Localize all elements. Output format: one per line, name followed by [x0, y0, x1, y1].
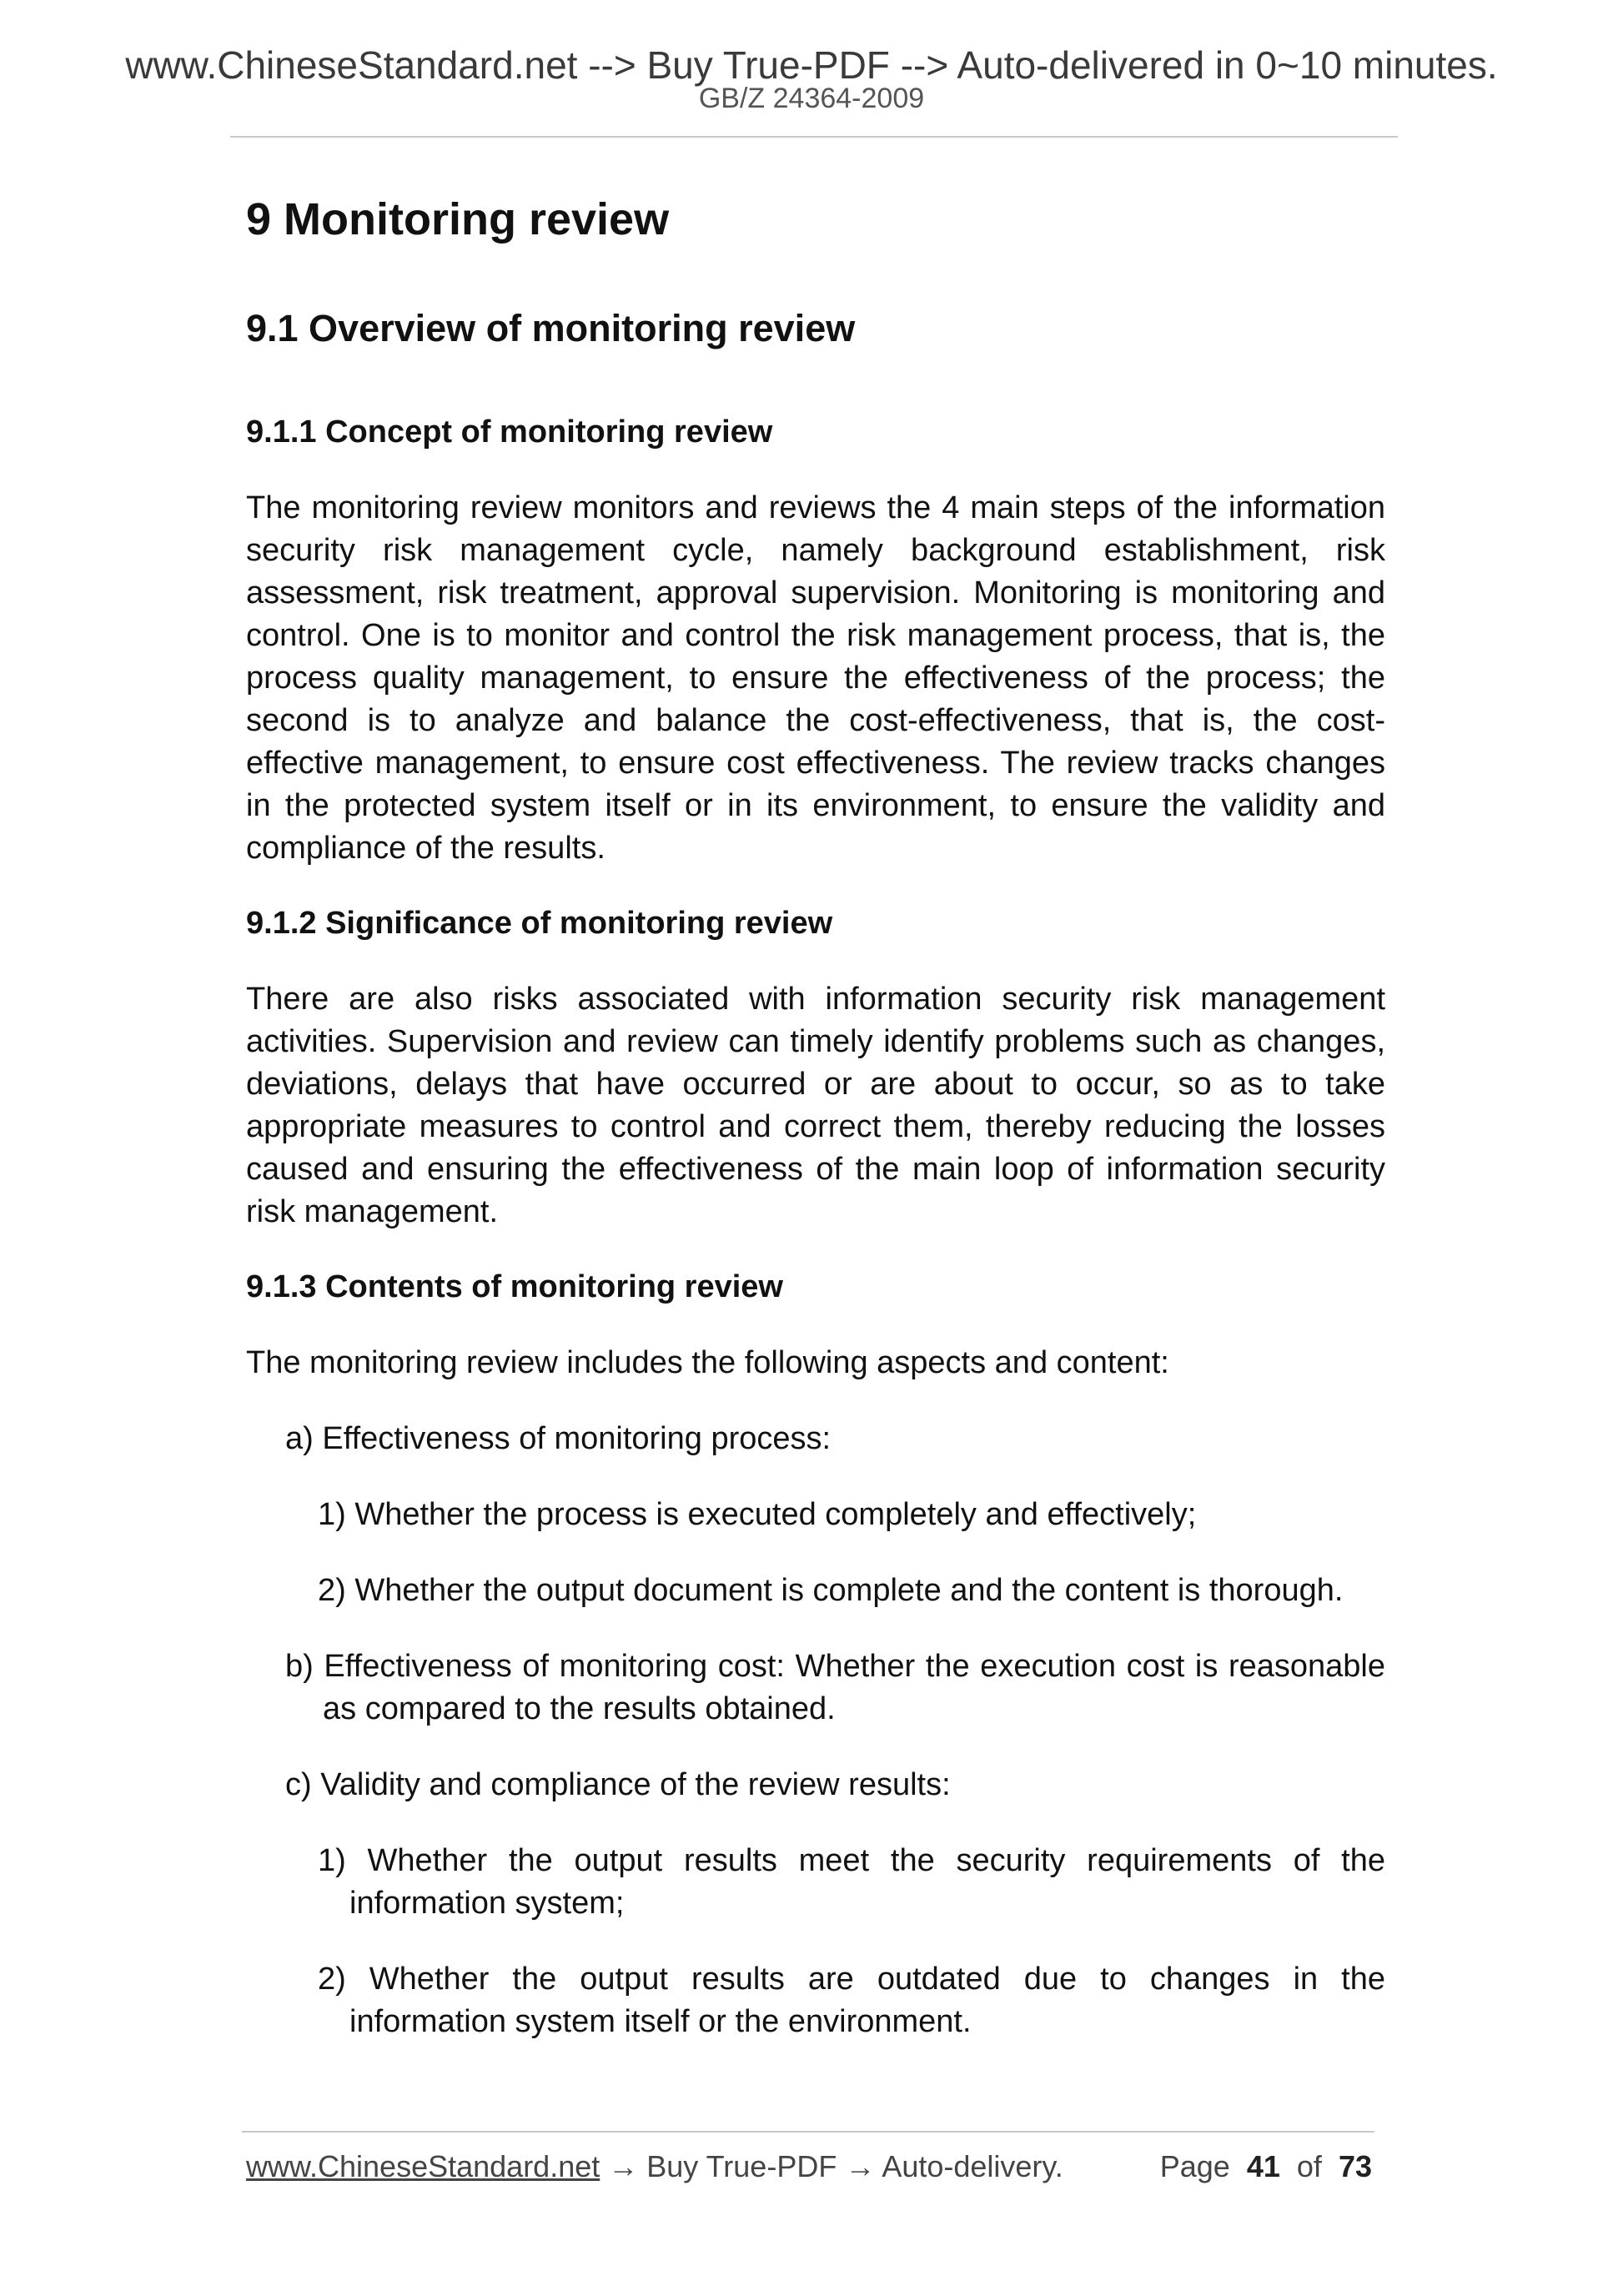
- list-item-c1: 1) Whether the output results meet the security requirements of the information system;: [318, 1843, 1385, 1921]
- list-item-c2: 2) Whether the output results are outdated due to changes in the information system itself or the environment.: [318, 1962, 1385, 2039]
- page-total: 73: [1338, 2149, 1372, 2183]
- document-code: GB/Z 24364-2009: [698, 83, 925, 114]
- list-item-a: a) Effectiveness of monitoring process:: [285, 1421, 832, 1456]
- list-item-c: c) Validity and compliance of the review results:: [285, 1767, 951, 1802]
- significance-heading: 9.1.2 Significance of monitoring review: [246, 906, 833, 941]
- footer-left: [246, 2148, 1063, 2185]
- page-number: 41: [1246, 2149, 1280, 2183]
- page-indicator: [1160, 2148, 1372, 2185]
- page-label: Page: [1159, 2149, 1230, 2183]
- list-item-a2: 2) Whether the output document is complete and the content is thorough.: [318, 1573, 1344, 1608]
- header-divider: [230, 136, 1398, 138]
- top-banner: www.ChineseStandard.net --> Buy True-PDF --> Auto-delivered in 0~10 minutes.: [125, 43, 1498, 87]
- contents-heading: 9.1.3 Contents of monitoring review: [246, 1269, 783, 1304]
- footer-link[interactable]: www.ChineseStandard.net: [246, 2149, 600, 2183]
- list-item-b: b) Effectiveness of monitoring cost: Whether the execution cost is reasonable as compared to the results obtained.: [285, 1649, 1385, 1726]
- list-item-a1: 1) Whether the process is executed completely and effectively;: [318, 1497, 1197, 1532]
- of-label: of: [1296, 2149, 1322, 2183]
- concept-heading: 9.1.1 Concept of monitoring review: [246, 414, 773, 450]
- significance-paragraph: There are also risks associated with information security risk management activities. Supervision and review can timely identify problems such as changes, deviations, delays that have occurred or are about to occur, so as to take appropriate measures to control and correct them, thereby reducing the losses caused and ensuring the effectiveness of the main loop of information security risk management.: [246, 982, 1385, 1229]
- subsection-title: 9.1 Overview of monitoring review: [246, 307, 856, 349]
- concept-paragraph: The monitoring review monitors and reviews the 4 main steps of the information security risk management cycle, namely background establishment, risk assessment, risk treatment, approval supervision. Monitoring is monitoring and control. One is to monitor and control the risk management process, that is, the process quality management, to ensure the effectiveness of the process; the second is to analyze and balance the cost-effectiveness, that is, the cost-effective management, to ensure cost effectiveness. The review tracks changes in the protected system itself or in its environment, to ensure the validity and compliance of the results.: [246, 490, 1385, 866]
- footer-text: → Buy True-PDF → Auto-delivery.: [600, 2149, 1063, 2183]
- page-content: [246, 183, 1385, 2043]
- footer-divider: [242, 2131, 1374, 2133]
- section-title: 9 Monitoring review: [246, 194, 670, 244]
- contents-intro: The monitoring review includes the following aspects and content:: [246, 1345, 1169, 1380]
